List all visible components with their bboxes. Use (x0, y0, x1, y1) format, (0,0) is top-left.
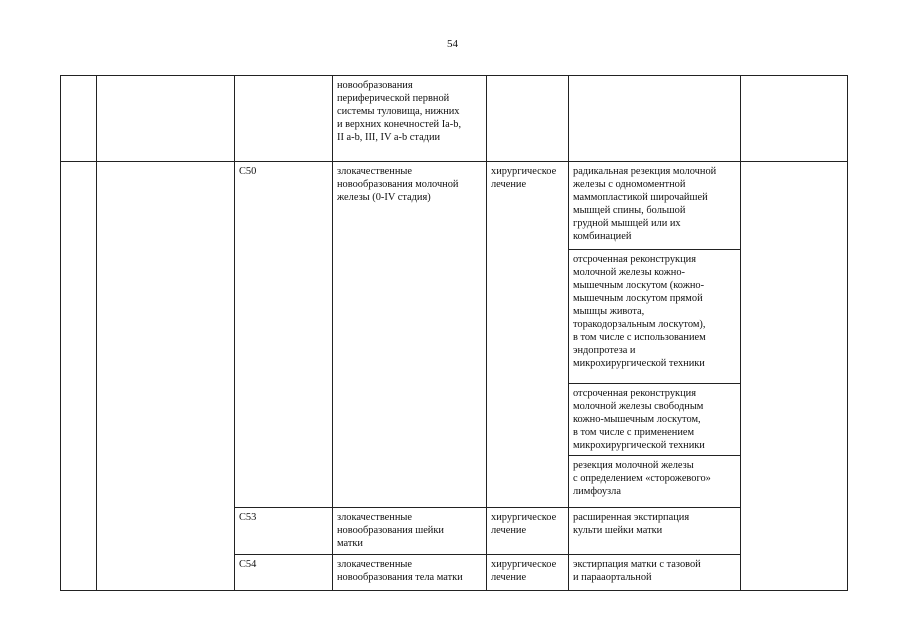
diagnosis-cell: злокачественные новообразования тела матки (333, 555, 487, 591)
method-cell: отсроченная реконструкция молочной железы свободным кожно-мышечным лоскутом, в том числе с применением микрохирургической техники (569, 384, 741, 456)
method-cell: экстирпация матки с тазовой и парааортальной (569, 555, 741, 591)
page-number: 54 (447, 38, 458, 50)
method-cell: радикальная резекция молочной железы с одномоментной маммопластикой широчайшей мышцей спины, большой грудной мышцей или их комбинацией (569, 162, 741, 250)
method-cell: расширенная экстирпация культи шейки матки (569, 508, 741, 555)
group-name-cell (97, 76, 235, 162)
method-cell: резекция молочной железы с определением «сторожевого» лимфоузла (569, 456, 741, 508)
method-cell: отсроченная реконструкция молочной железы кожно- мышечным лоскутом (кожно- мышечным лоскутом прямой мышцы живота, торакодорзальным лоскутом), в том числе с использованием эндопротеза и микрохирургической техники (569, 250, 741, 384)
table-row (61, 76, 848, 162)
table-row (61, 162, 848, 250)
diagnosis-cell: злокачественные новообразования шейки матки (333, 508, 487, 555)
code-cell: C53 (235, 508, 333, 555)
index-cell (61, 76, 97, 162)
cost-cell (741, 162, 848, 591)
treatment-cell: хирургическое лечение (487, 162, 569, 508)
treatment-cell (487, 76, 569, 162)
code-cell: C50 (235, 162, 333, 508)
code-cell: C54 (235, 555, 333, 591)
treatment-cell: хирургическое лечение (487, 555, 569, 591)
cost-cell (741, 76, 848, 162)
treatment-cell: хирургическое лечение (487, 508, 569, 555)
group-name-cell (97, 162, 235, 591)
diagnosis-cell: новообразования периферической первной системы туловища, нижних и верхних конечностей Ia-b, II a-b, III, IV a-b стадии (333, 76, 487, 162)
code-cell (235, 76, 333, 162)
index-cell (61, 162, 97, 591)
diagnosis-cell: злокачественные новообразования молочной железы (0-IV стадия) (333, 162, 487, 508)
method-cell (569, 76, 741, 162)
procedures-table (60, 75, 848, 591)
